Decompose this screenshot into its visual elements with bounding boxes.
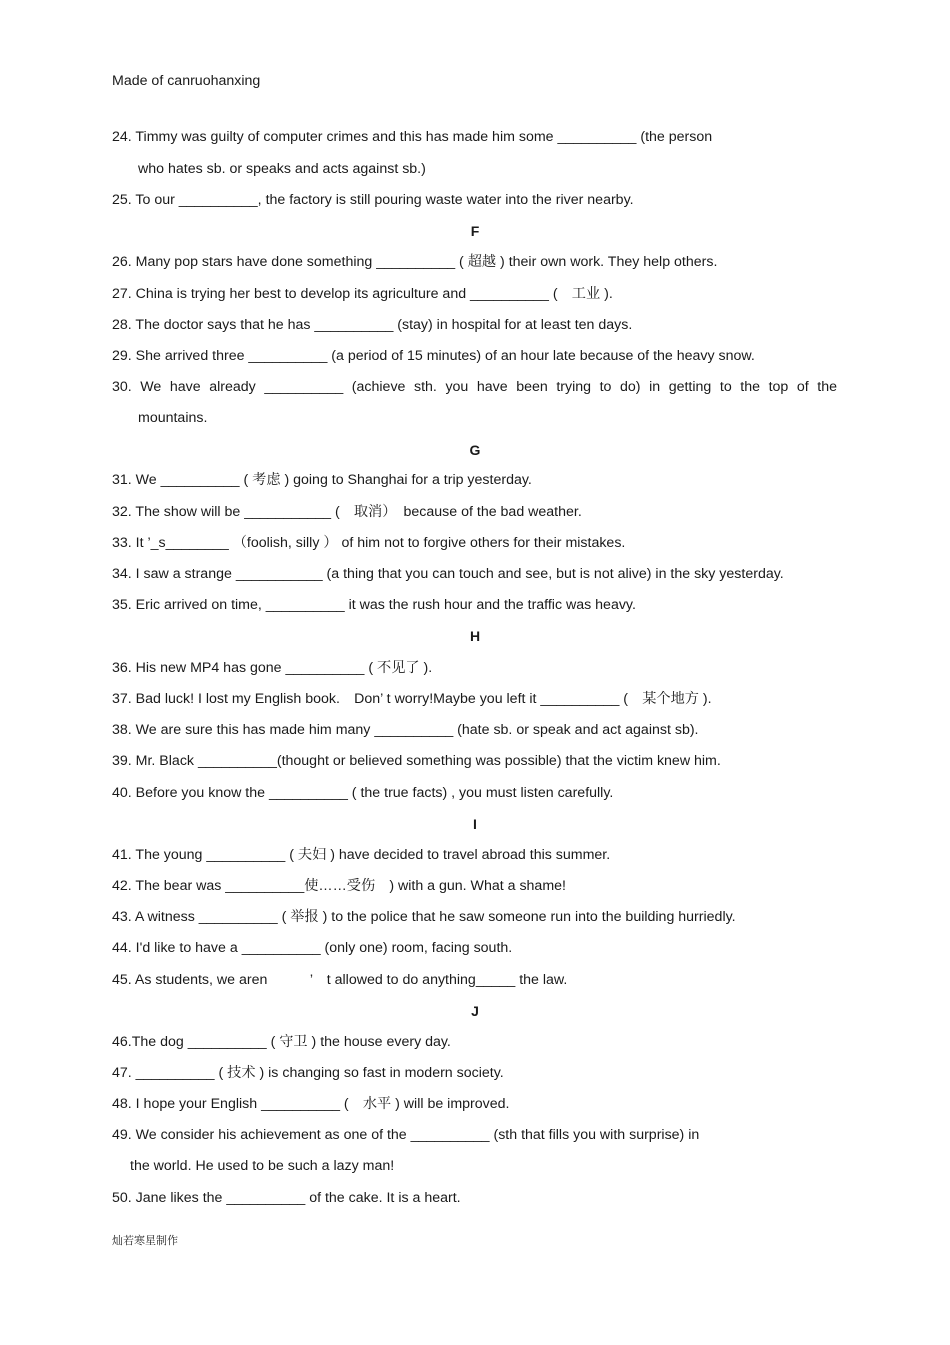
question-43: 43. A witness __________ ( 举报 ) to the police that he saw someone run into the building hurriedly. bbox=[112, 909, 736, 925]
question-37: 37. Bad luck! I lost my English book. Don’ t worry!Maybe you left it __________ ( 某个地方 ). bbox=[112, 691, 712, 707]
question-26: 26. Many pop stars have done something __________ ( 超越 ) their own work. They help others. bbox=[112, 254, 718, 270]
question-47: 47. __________ ( 技术 ) is changing so fast in modern society. bbox=[112, 1065, 504, 1081]
question-36: 36. His new MP4 has gone __________ ( 不见了 ). bbox=[112, 660, 433, 676]
question-39: 39. Mr. Black __________(thought or believed something was possible) that the victim knew him. bbox=[112, 753, 721, 769]
question-40: 40. Before you know the __________ ( the true facts) , you must listen carefully. bbox=[112, 785, 614, 801]
question-35: 35. Eric arrived on time, __________ it was the rush hour and the traffic was heavy. bbox=[112, 597, 636, 613]
question-29: 29. She arrived three __________ (a period of 15 minutes) of an hour late because of the heavy snow. bbox=[112, 348, 755, 364]
question-30-line-1: 30. We have already __________ (achieve sth. you have been trying to do) in getting to the top of the bbox=[112, 379, 837, 395]
question-41: 41. The young __________ ( 夫妇 ) have decided to travel abroad this summer. bbox=[112, 847, 611, 863]
section-heading-f: F bbox=[470, 223, 480, 239]
question-42: 42. The bear was __________使……受伤 ) with a gun. What a shame! bbox=[112, 878, 566, 894]
question-45: 45. As students, we aren ’ t allowed to do anything_____ the law. bbox=[112, 972, 568, 988]
question-31: 31. We __________ ( 考虑 ) going to Shanghai for a trip yesterday. bbox=[112, 472, 532, 488]
section-heading-h: H bbox=[469, 628, 481, 644]
question-32: 32. The show will be ___________ ( 取消） because of the bad weather. bbox=[112, 504, 582, 520]
question-27: 27. China is trying her best to develop its agriculture and __________ ( 工业 ). bbox=[112, 286, 613, 302]
page-footer: 灿若寒星制作 bbox=[112, 1235, 178, 1247]
section-heading-i: I bbox=[473, 816, 477, 832]
question-46: 46.The dog __________ ( 守卫 ) the house every day. bbox=[112, 1034, 451, 1050]
question-48: 48. I hope your English __________ ( 水平 ) will be improved. bbox=[112, 1096, 510, 1112]
question-28: 28. The doctor says that he has __________ (stay) in hospital for at least ten days. bbox=[112, 317, 633, 333]
question-25: 25. To our __________, the factory is still pouring waste water into the river nearby. bbox=[112, 192, 634, 208]
section-heading-j: J bbox=[471, 1003, 479, 1019]
question-50: 50. Jane likes the __________ of the cake. It is a heart. bbox=[112, 1190, 461, 1206]
question-44: 44. I'd like to have a __________ (only one) room, facing south. bbox=[112, 940, 513, 956]
question-34: 34. I saw a strange ___________ (a thing that you can touch and see, but is not alive) in the sky yesterday. bbox=[112, 566, 784, 582]
question-49-line-2: the world. He used to be such a lazy man! bbox=[130, 1158, 395, 1174]
question-49-line-1: 49. We consider his achievement as one of the __________ (sth that fills you with surprise) in bbox=[112, 1127, 700, 1143]
question-24-line-1: 24. Timmy was guilty of computer crimes and this has made him some __________ (the person bbox=[112, 129, 713, 145]
question-30-line-2: mountains. bbox=[138, 410, 208, 426]
section-heading-g: G bbox=[469, 442, 481, 458]
question-24-line-2: who hates sb. or speaks and acts against sb.) bbox=[138, 161, 426, 177]
question-38: 38. We are sure this has made him many __________ (hate sb. or speak and act against sb). bbox=[112, 722, 699, 738]
page-header: Made of canruohanxing bbox=[112, 73, 261, 89]
question-33: 33. It ’_s________ （foolish, silly ） of him not to forgive others for their mistakes. bbox=[112, 535, 626, 551]
